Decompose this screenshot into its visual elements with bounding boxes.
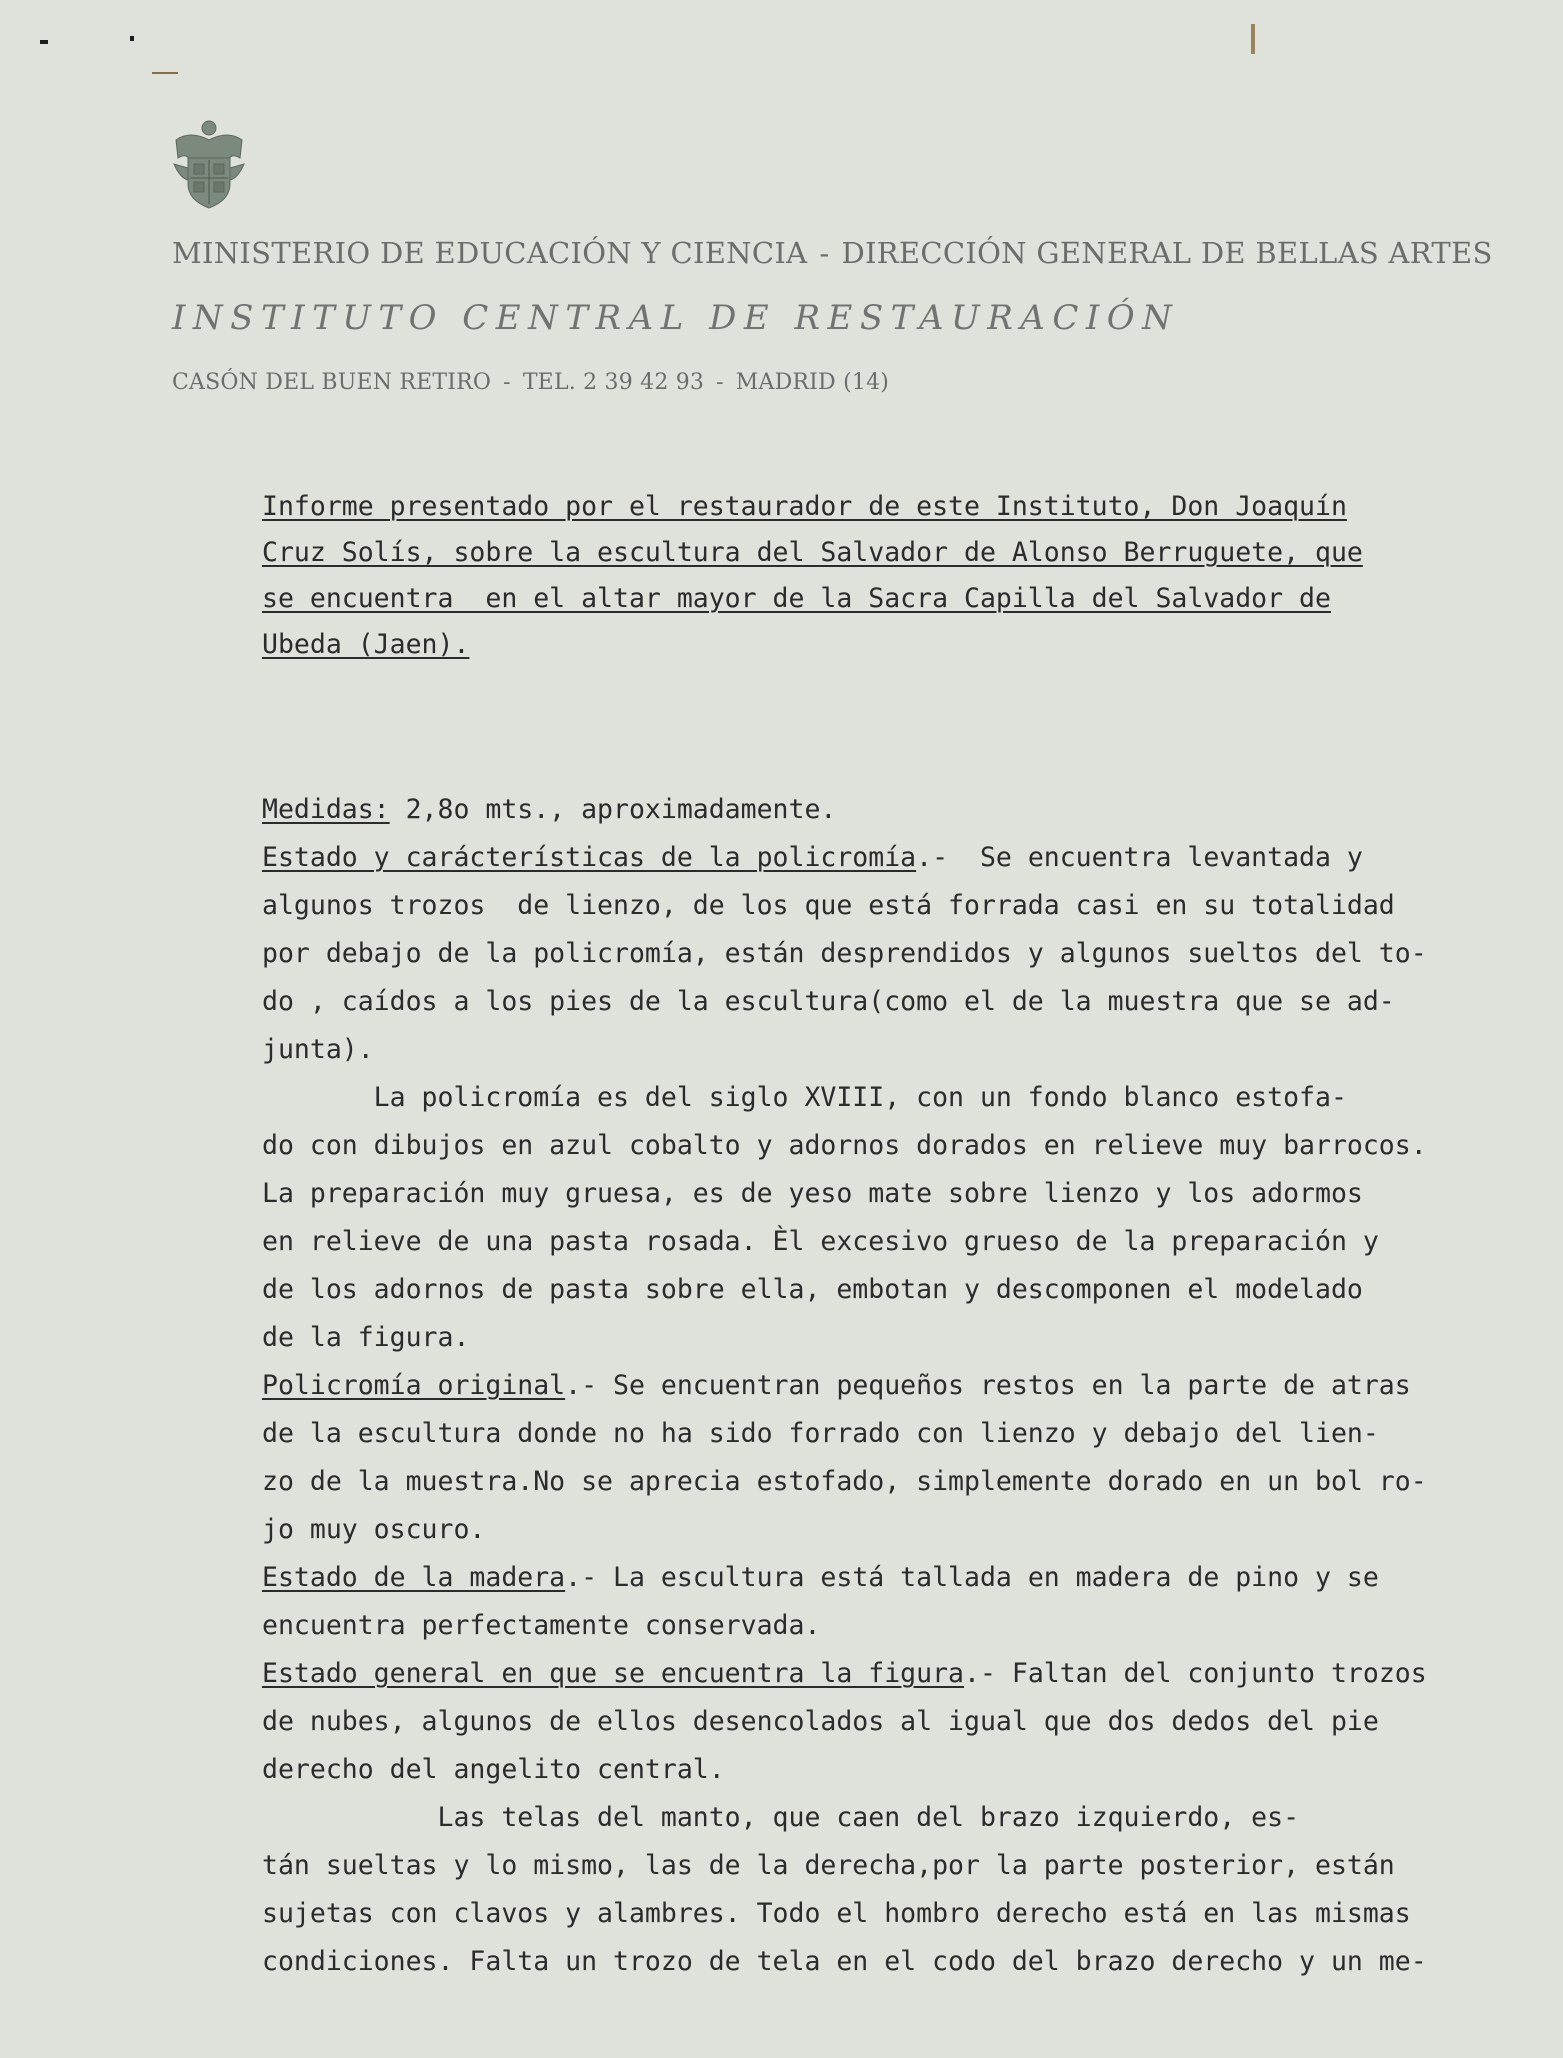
body-line: de los adornos de pasta sobre ella, embotan y descomponen el modelado: [262, 1274, 1363, 1305]
section-text: 2,8o mts., aproximadamente.: [389, 794, 837, 825]
city: MADRID (14): [735, 370, 890, 395]
separator: -: [716, 370, 724, 395]
section-text: .- Se encuentran pequeños restos en la parte de atras: [565, 1370, 1411, 1401]
report-body: [262, 790, 1522, 1977]
body-line: de nubes, algunos de ellos desencolados al igual que dos dedos del pie: [262, 1706, 1379, 1737]
letterhead-institute: INSTITUTO CENTRAL DE RESTAURACIÓN: [172, 298, 1180, 338]
body-line: sujetas con clavos y alambres. Todo el hombro derecho está en las mismas: [262, 1898, 1411, 1929]
body-line: condiciones. Falta un trozo de tela en el codo del brazo derecho y un me-: [262, 1946, 1427, 1977]
body-line: La preparación muy gruesa, es de yeso mate sobre lienzo y los adormos: [262, 1178, 1363, 1209]
directorate-name: DIRECCIÓN GENERAL DE BELLAS ARTES: [841, 236, 1493, 270]
coat-of-arms-seal-icon: [170, 118, 248, 212]
section-label: Estado y carácterísticas de la policromía: [262, 842, 917, 873]
stain-mark: [152, 72, 178, 74]
stain-mark: [1251, 24, 1255, 54]
body-line: junta).: [262, 1034, 374, 1065]
body-line: por debajo de la policromía, están desprendidos y algunos sueltos del to-: [262, 938, 1427, 969]
letterhead-ministry: [172, 236, 1493, 270]
body-line: zo de la muestra.No se aprecia estofado, simplemente dorado en un bol ro-: [262, 1466, 1427, 1497]
body-line: Las telas del manto, que caen del brazo izquierdo, es-: [262, 1802, 1300, 1833]
body-line: jo muy oscuro.: [262, 1514, 486, 1545]
body-line: derecho del angelito central.: [262, 1754, 725, 1785]
title-line: se encuentra en el altar mayor de la Sacra Capilla del Salvador de: [262, 583, 1331, 614]
section-text: .- Faltan del conjunto trozos: [964, 1658, 1427, 1689]
estado-general-line: [262, 1654, 1427, 1694]
title-line-last: [262, 625, 469, 665]
ink-speck: [40, 40, 48, 44]
title-last-text: Ubeda (Jaen).: [262, 629, 470, 660]
body-line: algunos trozos de lienzo, de los que está forrada casi en su totalidad: [262, 890, 1395, 921]
address: CASÓN DEL BUEN RETIRO: [172, 370, 492, 395]
title-line: Informe presentado por el restaurador de este Instituto, Don Joaquín: [262, 491, 1347, 522]
title-line: Cruz Solís, sobre la escultura del Salvador de Alonso Berruguete, que: [262, 537, 1363, 568]
letterhead-address: [172, 370, 889, 395]
ink-speck: [130, 36, 134, 41]
ministry-name: MINISTERIO DE EDUCACIÓN Y CIENCIA: [172, 236, 808, 270]
phone: TEL. 2 39 42 93: [522, 370, 705, 395]
policromia-original-line: [262, 1366, 1411, 1406]
section-label: Estado de la madera: [262, 1562, 566, 1593]
separator: -: [819, 236, 830, 270]
section-label: Medidas:: [262, 794, 390, 825]
section-label: Policromía original: [262, 1370, 566, 1401]
body-line: en relieve de una pasta rosada. Èl excesivo grueso de la preparación y: [262, 1226, 1379, 1257]
body-line: de la figura.: [262, 1322, 470, 1353]
section-text: .- La escultura está tallada en madera de pino y se: [565, 1562, 1379, 1593]
medidas-line: [262, 790, 836, 830]
separator: -: [503, 370, 511, 395]
body-line: do con dibujos en azul cobalto y adornos dorados en relieve muy barrocos.: [262, 1130, 1427, 1161]
section-text: .- Se encuentra levantada y: [916, 842, 1363, 873]
report-title: [262, 487, 1522, 673]
estado-policromia-line: [262, 838, 1363, 878]
body-line: de la escultura donde no ha sido forrado con lienzo y debajo del lien-: [262, 1418, 1379, 1449]
section-label: Estado general en que se encuentra la figura: [262, 1658, 964, 1689]
estado-madera-line: [262, 1558, 1379, 1598]
body-line: do , caídos a los pies de la escultura(como el de la muestra que se ad-: [262, 986, 1395, 1017]
body-line: encuentra perfectamente conservada.: [262, 1610, 821, 1641]
body-line: La policromía es del siglo XVIII, con un fondo blanco estofa-: [262, 1082, 1347, 1113]
body-line: tán sueltas y lo mismo, las de la derecha,por la parte posterior, están: [262, 1850, 1395, 1881]
